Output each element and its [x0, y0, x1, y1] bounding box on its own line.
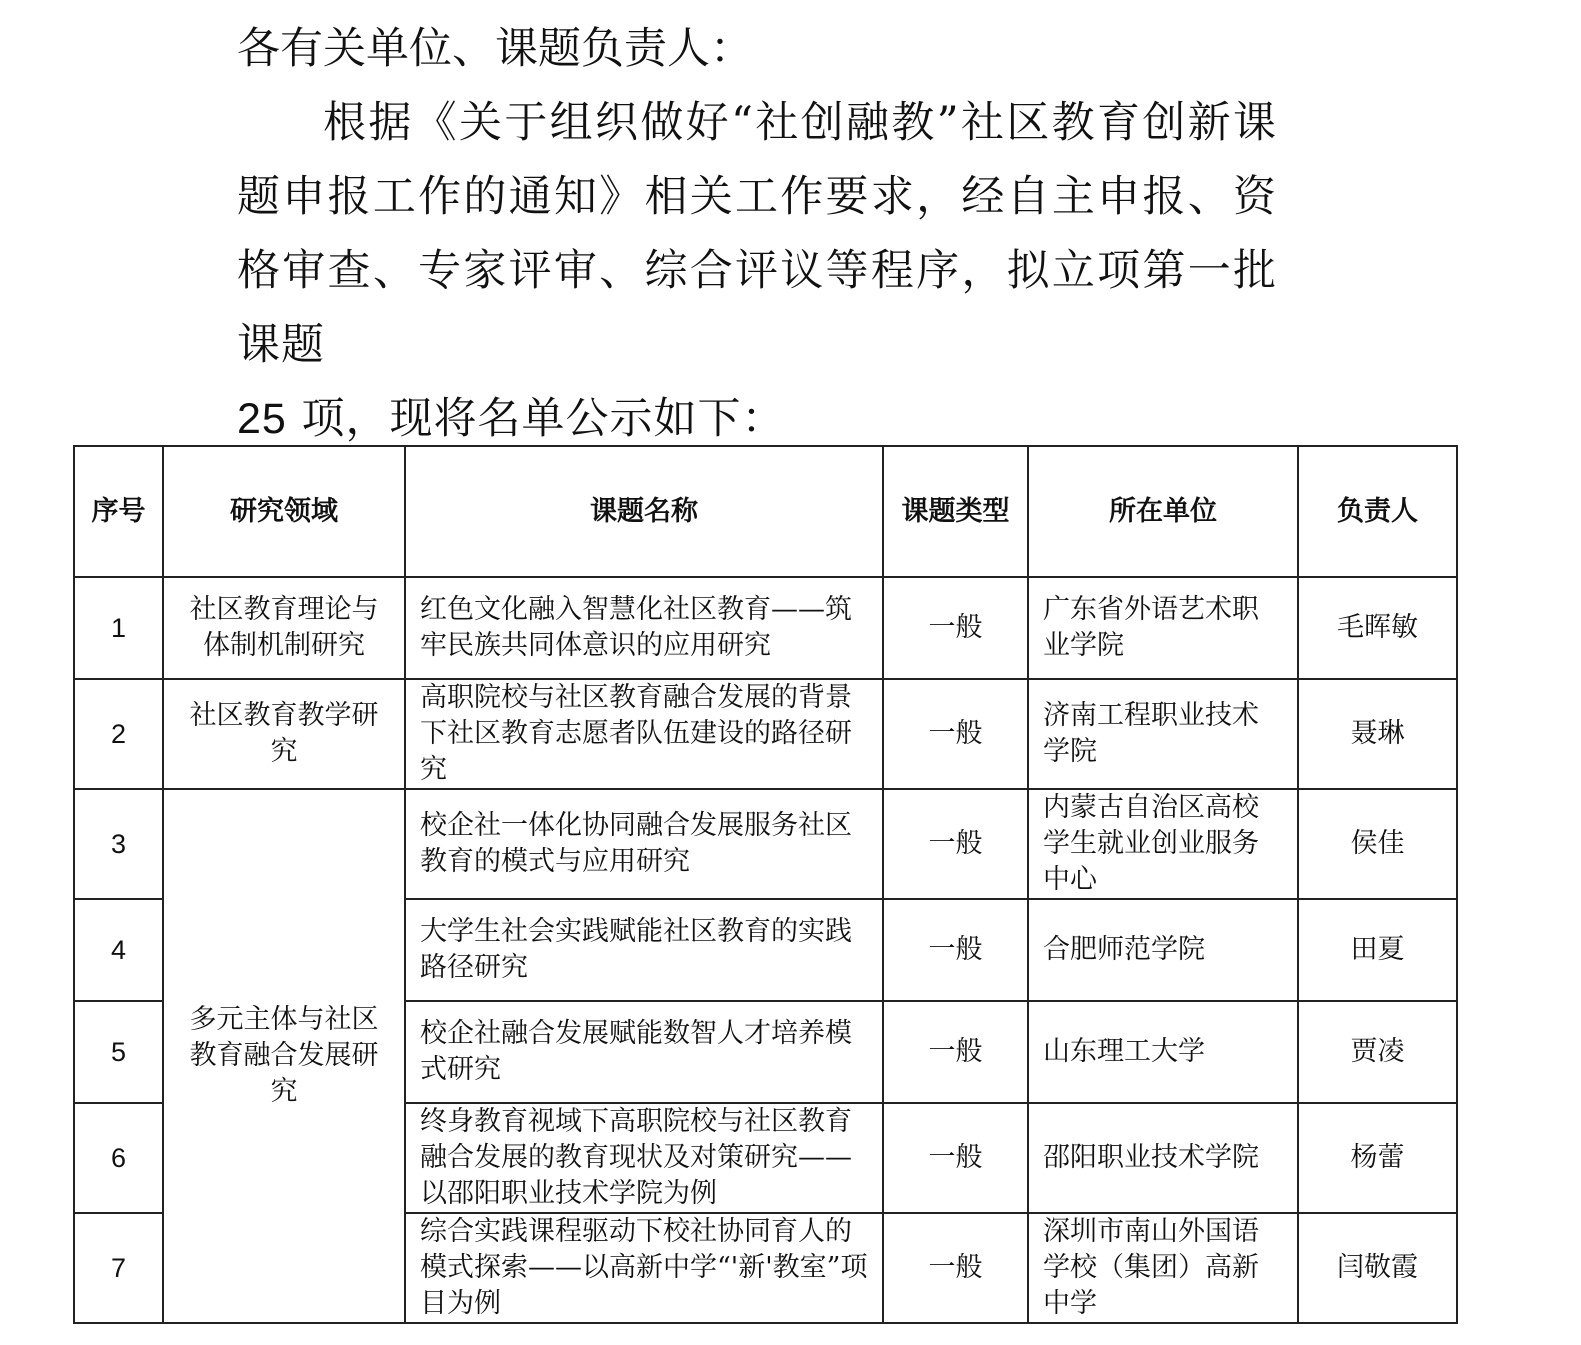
cell-project-type: 一般 — [883, 899, 1028, 1001]
cell-organization: 广东省外语艺术职业学院 — [1028, 577, 1298, 679]
cell-project-type: 一般 — [883, 1213, 1028, 1323]
project-count: 25 — [237, 395, 287, 443]
header-project-type: 课题类型 — [883, 446, 1028, 577]
cell-lead: 闫敬霞 — [1298, 1213, 1457, 1323]
cell-project-type: 一般 — [883, 679, 1028, 789]
cell-organization: 内蒙古自治区高校学生就业创业服务中心 — [1028, 789, 1298, 899]
salutation: 各有关单位、课题负责人： — [237, 24, 753, 74]
cell-project-type: 一般 — [883, 1001, 1028, 1103]
notice-intro — [237, 12, 1277, 456]
cell-project-name: 红色文化融入智慧化社区教育——筑牢民族共同体意识的应用研究 — [405, 577, 883, 679]
cell-project-name: 综合实践课程驱动下校社协同育人的模式探索——以高新中学“'新'教室”项目为例 — [405, 1213, 883, 1323]
notice-paragraph-text: 根据《关于组织做好“社创融教”社区教育创新课题申报工作的通知》相关工作要求，经自主申报、资格审查、专家评审、综合评议等程序，拟立项第一批课题 — [237, 98, 1277, 370]
cell-research-area-merged: 多元主体与社区教育融合发展研究 — [163, 789, 405, 1323]
cell-project-name: 校企社一体化协同融合发展服务社区教育的模式与应用研究 — [405, 789, 883, 899]
header-project-name: 课题名称 — [405, 446, 883, 577]
table-row — [74, 789, 1457, 899]
header-index: 序号 — [74, 446, 163, 577]
cell-research-area: 社区教育教学研究 — [163, 679, 405, 789]
notice-paragraph-ending: 项，现将名单公示如下： — [286, 394, 786, 444]
cell-index: 7 — [74, 1213, 163, 1323]
cell-research-area: 社区教育理论与体制机制研究 — [163, 577, 405, 679]
cell-lead: 贾凌 — [1298, 1001, 1457, 1103]
table-row — [74, 577, 1457, 679]
cell-organization: 邵阳职业技术学院 — [1028, 1103, 1298, 1213]
cell-project-name: 高职院校与社区教育融合发展的背景下社区教育志愿者队伍建设的路径研究 — [405, 679, 883, 789]
cell-project-type: 一般 — [883, 577, 1028, 679]
notice-paragraph — [237, 86, 1277, 456]
project-list-table — [73, 445, 1458, 1324]
cell-index: 3 — [74, 789, 163, 899]
header-research-area: 研究领域 — [163, 446, 405, 577]
cell-organization: 山东理工大学 — [1028, 1001, 1298, 1103]
cell-organization: 合肥师范学院 — [1028, 899, 1298, 1001]
cell-lead: 田夏 — [1298, 899, 1457, 1001]
cell-project-name: 大学生社会实践赋能社区教育的实践路径研究 — [405, 899, 883, 1001]
table-header-row — [74, 446, 1457, 577]
cell-project-name: 校企社融合发展赋能数智人才培养模式研究 — [405, 1001, 883, 1103]
cell-organization: 深圳市南山外国语学校（集团）高新中学 — [1028, 1213, 1298, 1323]
cell-project-type: 一般 — [883, 1103, 1028, 1213]
cell-index: 6 — [74, 1103, 163, 1213]
cell-organization: 济南工程职业技术学院 — [1028, 679, 1298, 789]
cell-lead: 侯佳 — [1298, 789, 1457, 899]
cell-lead: 聂琳 — [1298, 679, 1457, 789]
cell-index: 5 — [74, 1001, 163, 1103]
cell-lead: 杨蕾 — [1298, 1103, 1457, 1213]
table-row — [74, 679, 1457, 789]
cell-project-name: 终身教育视域下高职院校与社区教育融合发展的教育现状及对策研究——以邵阳职业技术学院为例 — [405, 1103, 883, 1213]
cell-project-type: 一般 — [883, 789, 1028, 899]
header-organization: 所在单位 — [1028, 446, 1298, 577]
header-lead: 负责人 — [1298, 446, 1457, 577]
cell-index: 1 — [74, 577, 163, 679]
cell-index: 4 — [74, 899, 163, 1001]
cell-index: 2 — [74, 679, 163, 789]
cell-lead: 毛晖敏 — [1298, 577, 1457, 679]
